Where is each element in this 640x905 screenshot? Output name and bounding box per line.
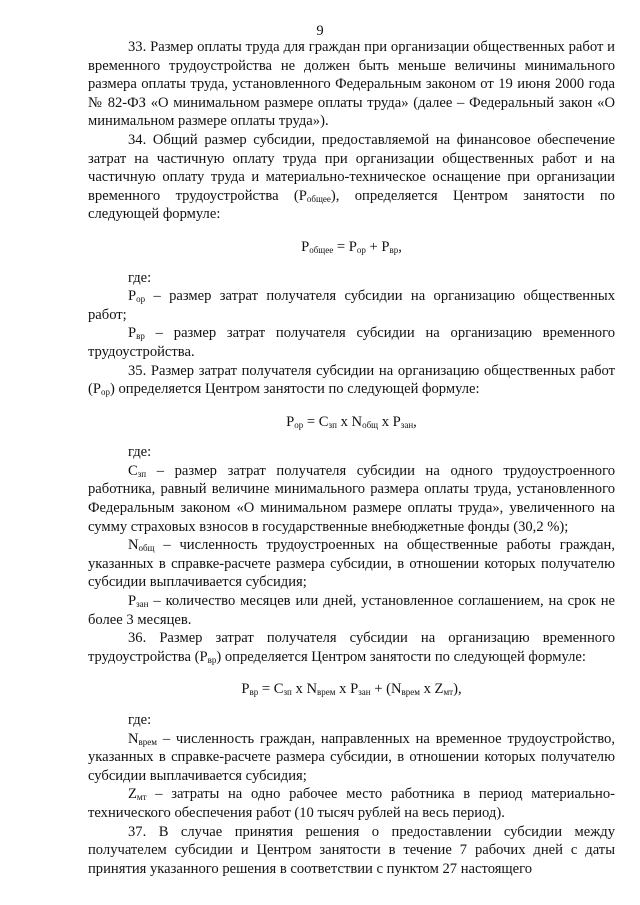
formula-public-works: $P_{ор} = C_{зп}$ x $N_{общ}$ x $P_{зан}$, <box>286 413 417 430</box>
paragraph-34: 34. Общий размер субсидии, предоставляемой на финансовое обеспечение затрат на частичную оплату труда при организации общественных работ и на частичную оплату труда и материально-техническое оснащение при организации временного трудоустройства $(P_{общее})$, определяется Центром занятости по следующей формуле: <box>88 131 615 223</box>
paragraph-33: 33. Размер оплаты труда для граждан при организации общественных работ и временного трудоустройства не должен быть меньше величины минимального размера оплаты труда, установленного Федеральным законом от 19 июня 2000 года № 82-ФЗ «О минимальном размере оплаты труда» (далее – Федеральный закон «О минимальном размере оплаты труда»). <box>88 39 615 130</box>
definition-n-obsh: $N_{общ}$ – численность трудоустроенных на общественные работы граждан, указанных в справке-расчете размера субсидии, в отношении которых получателю субсидии выплачивается субсидия; <box>88 537 615 591</box>
definition-p-zan: $P_{зан}$ – количество месяцев или дней, установленное соглашением, на срок не более 3 месяцев. <box>88 593 615 628</box>
paragraph-37: 37. В случае принятия решения о предоставлении субсидии между получателем субсидии и Центром занятости в течение 7 рабочих дней с даты принятия указанного решения в соответствии с пунктом 27 настоящего <box>88 823 615 877</box>
definition-p-or: $P_{ор}$ – размер затрат получателя субсидии на организацию общественных работ; <box>88 288 615 323</box>
where-label: где: <box>128 269 152 286</box>
where-label: где: <box>128 712 152 728</box>
definition-z-mt: $Z_{мт}$ – затраты на одно рабочее место работника в период материально-технического обеспечения работ (10 тысяч рублей на весь период). <box>88 786 615 821</box>
where-label: где: <box>128 444 152 461</box>
definition-n-vrem: $N_{врем}$ – численность граждан, направленных на временное трудоустройство, указанных в справке-расчете размера субсидии, в отношении которых получателю субсидии выплачивается субсидия; <box>88 730 615 784</box>
paragraph-35: 35. Размер затрат получателя субсидии на организацию общественных работ $(P_{ор})$ определяется Центром занятости по следующей формуле: <box>88 362 615 398</box>
document-body <box>88 38 615 878</box>
formula-temporary-employment: $P_{вр} = C_{зп}$ x $N_{врем}$ x $P_{зан} + (N_{врем}$ x $Z_{мт}$), <box>241 681 462 698</box>
paragraph-36: 36. Размер затрат получателя субсидии на организацию временного трудоустройства $(P_{вр})$ определяется Центром занятости по следующей формуле: <box>88 630 615 665</box>
definition-p-vr: $P_{вр}$ – размер затрат получателя субсидии на организацию временного трудоустройства. <box>88 325 615 360</box>
page-number: 9 <box>316 23 324 39</box>
formula-total-subsidy: $P_{общее} = P_{ор} + P_{вр}$, <box>301 238 402 255</box>
definition-c-zp: $C_{зп}$ – размер затрат получателя субсидии на одного трудоустроенного работника, равный величине минимального размера оплаты труда, установленного Федеральным законом «О минимальном размере оплаты труда», увеличенного на сумму страховых взносов в государственные внебюджетные фонды (30,2 %); <box>88 462 615 535</box>
